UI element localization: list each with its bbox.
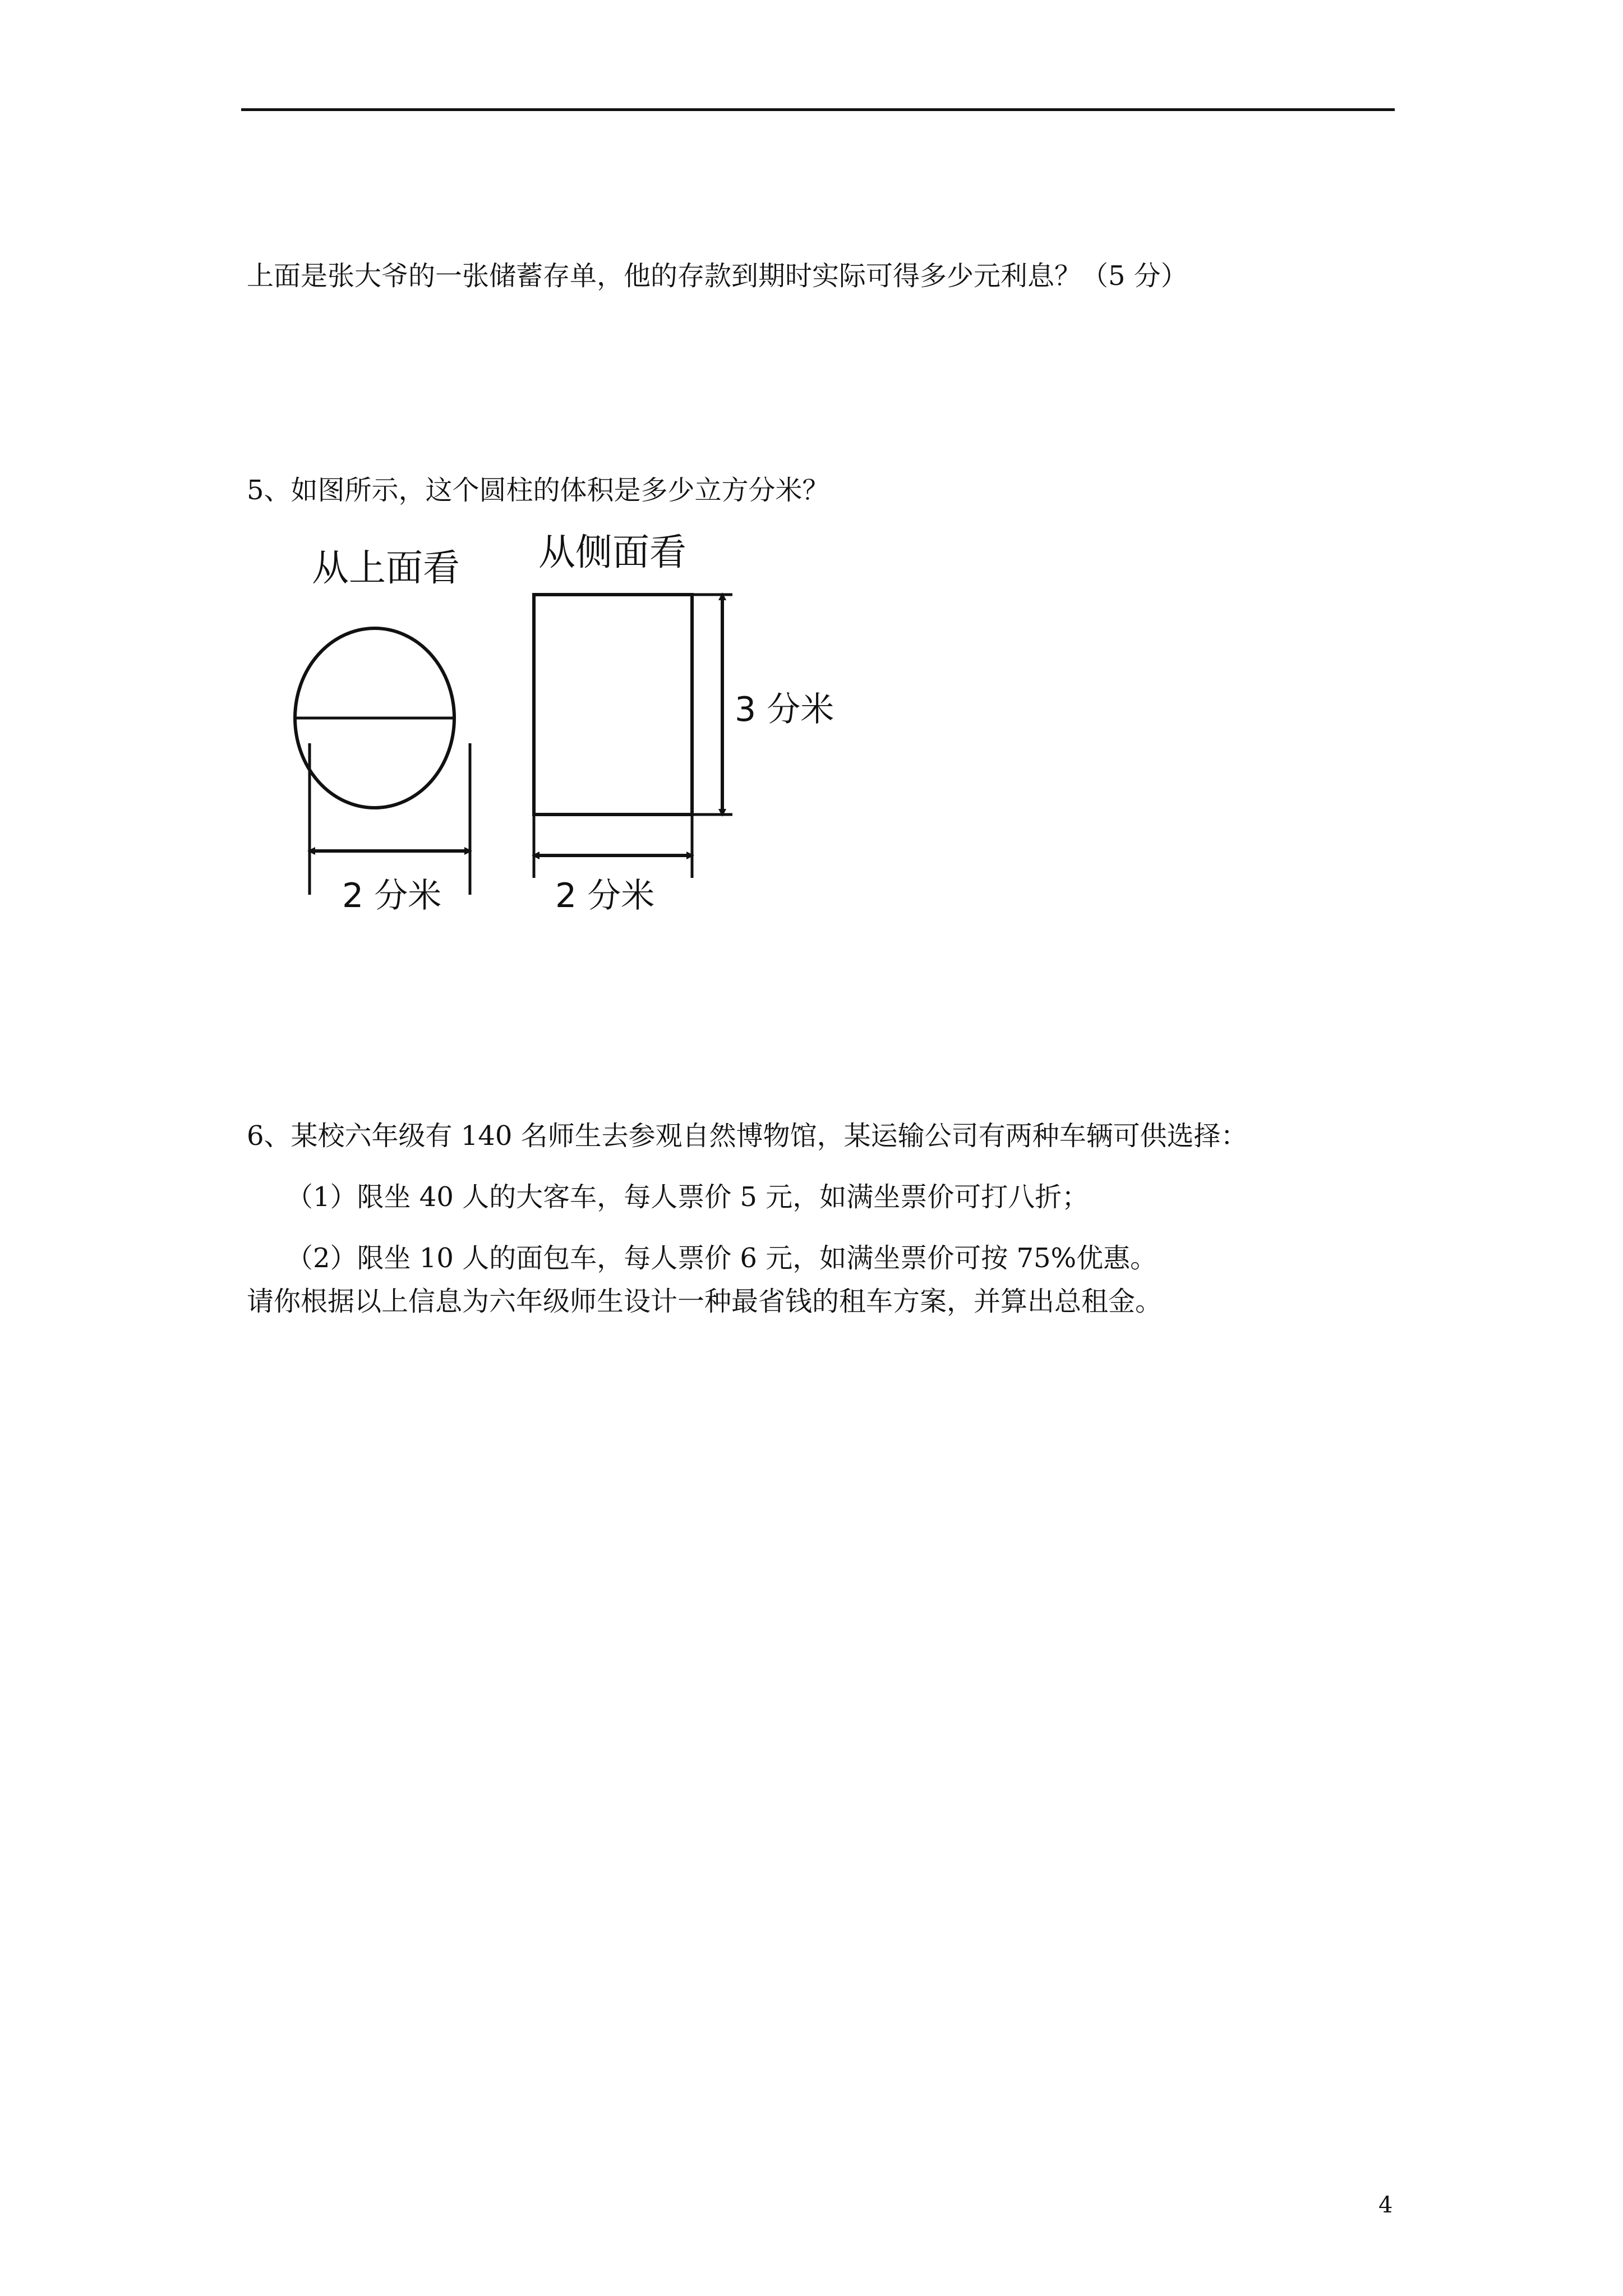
- side-height-label: 3 分米: [735, 690, 834, 729]
- question-4-text: 上面是张大爷的一张储蓄存单，他的存款到期时实际可得多少元利息？（5 分）: [247, 260, 1188, 292]
- top-width-label: 2 分米: [342, 876, 442, 915]
- question-6-option-1: （1）限坐 40 人的大客车，每人票价 5 元，如满坐票价可打八折；: [286, 1181, 1089, 1213]
- page-number: 4: [1378, 2192, 1393, 2218]
- question-6-option-2: （2）限坐 10 人的面包车，每人票价 6 元，如满坐票价可按 75%优惠。: [286, 1243, 1158, 1274]
- header-rule: [241, 108, 1395, 111]
- question-6-task: 请你根据以上信息为六年级师生设计一种最省钱的租车方案，并算出总租金。: [247, 1286, 1163, 1317]
- side-width-label: 2 分米: [555, 876, 655, 915]
- cylinder-views-svg: [292, 530, 880, 923]
- top-view-label: 从上面看: [312, 546, 460, 590]
- question-6-prompt: 6、某校六年级有 140 名师生去参观自然博物馆，某运输公司有两种车辆可供选择：: [247, 1120, 1248, 1152]
- question-5-prompt: 5、如图所示，这个圆柱的体积是多少立方分米？: [247, 475, 829, 506]
- side-view-rectangle: [534, 595, 692, 815]
- cylinder-views-figure: [292, 530, 880, 923]
- side-view-label: 从侧面看: [538, 531, 686, 574]
